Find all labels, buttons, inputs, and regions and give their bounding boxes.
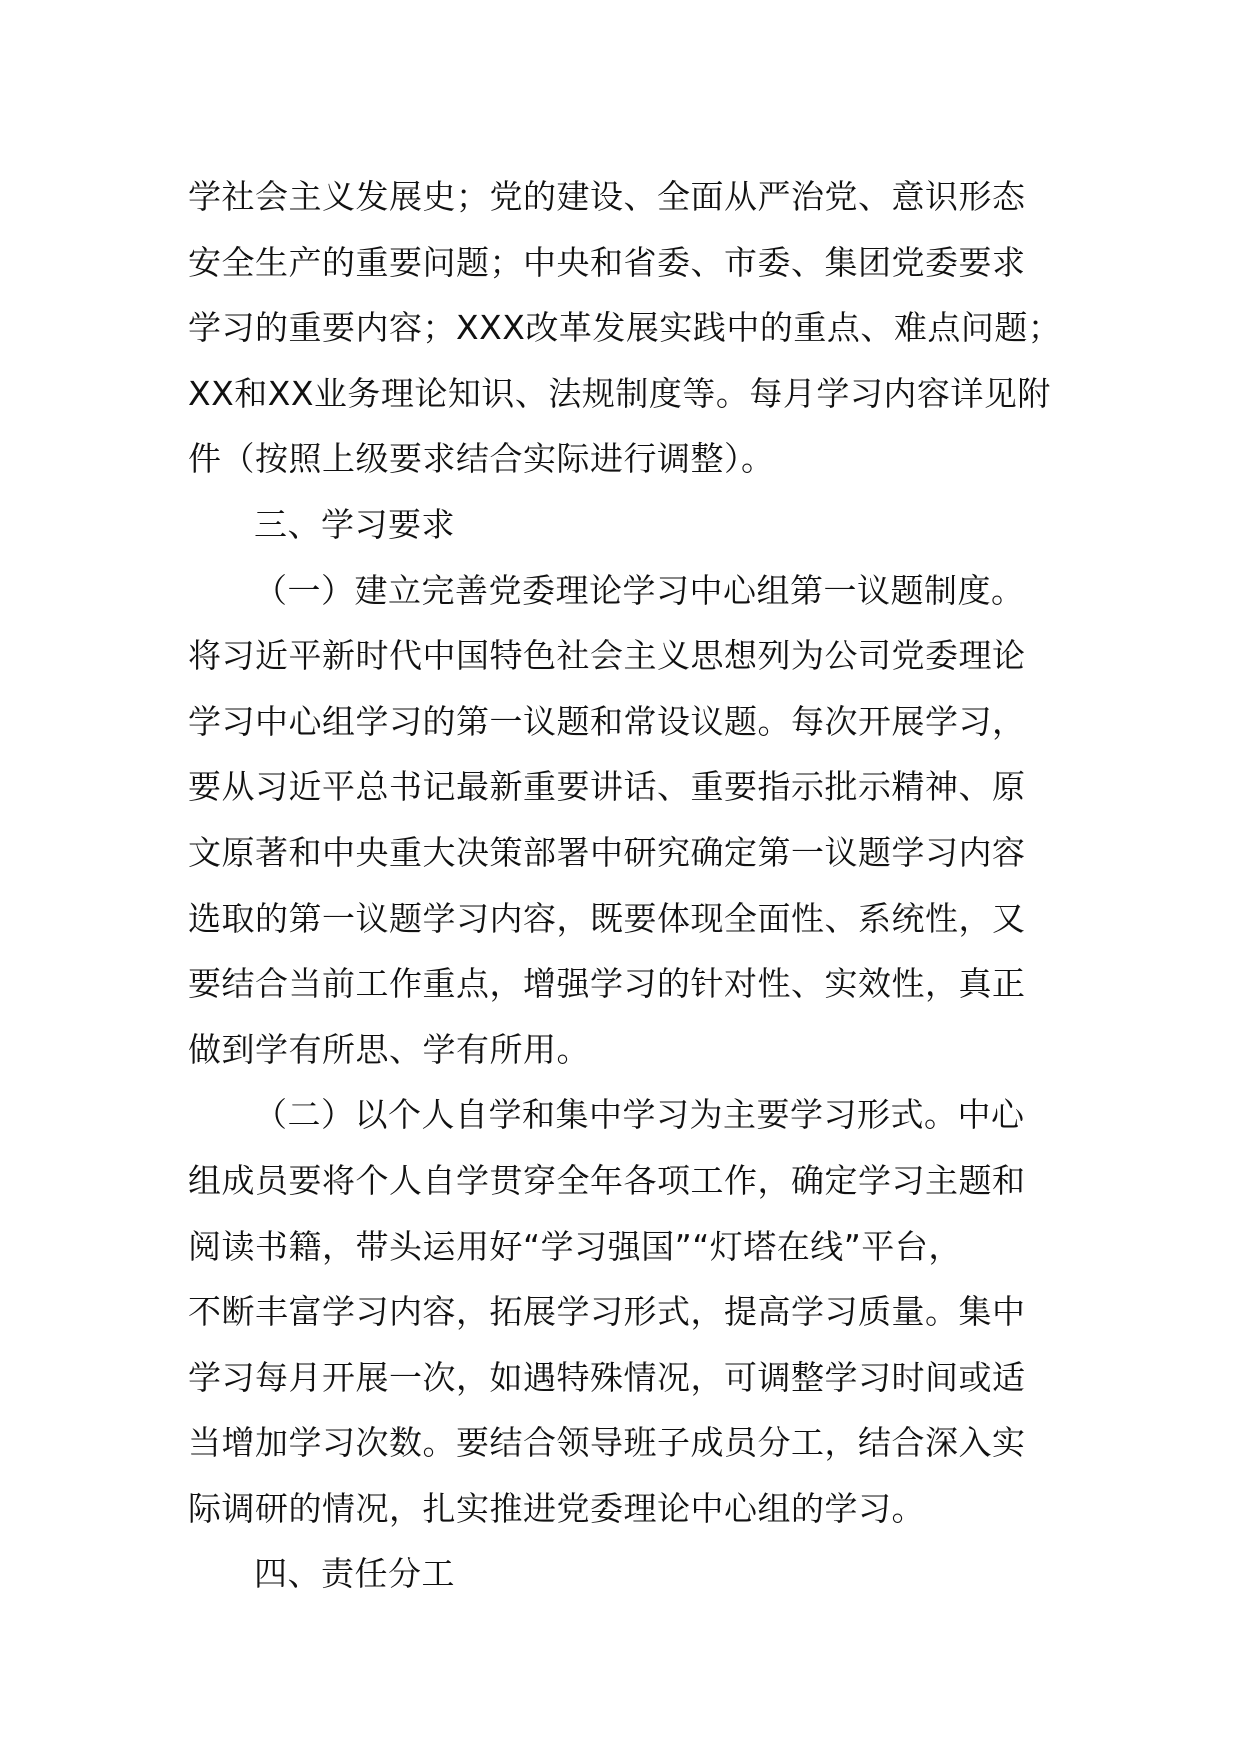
section-heading: 四、责任分工 — [254, 1554, 455, 1594]
text-line: 学社会主义发展史；党的建设、全面从严治党、意识形态 — [188, 177, 1026, 216]
subsection-heading: （一）建立完善党委理论学习中心组第一议题制度。 — [254, 570, 1025, 610]
text-line: 不断丰富学习内容，拓展学习形式，提高学习质量。集中 — [188, 1292, 1026, 1332]
text-line: 将习近平新时代中国特色社会主义思想列为公司党委理论 — [188, 636, 1026, 676]
text-line: 文原著和中央重大决策部署中研究确定第一议题学习内容 — [188, 832, 1026, 872]
text-line: 要从习近平总书记最新重要讲话、重要指示批示精神、原 — [188, 767, 1026, 807]
text-line: 当增加学习次数。要结合领导班子成员分工，结合深入实 — [188, 1423, 1026, 1463]
text-line: 学习中心组学习的第一议题和常设议题。每次开展学习， — [188, 701, 1026, 741]
text-line: 要结合当前工作重点，增强学习的针对性、实效性，真正 — [188, 964, 1026, 1004]
section-heading: 三、学习要求 — [254, 504, 455, 544]
text-line: 学习的重要内容；XXX改革发展实践中的重点、难点问题； — [188, 308, 1062, 348]
text-line: 际调研的情况，扎实推进党委理论中心组的学习。 — [188, 1488, 925, 1528]
text-line: 选取的第一议题学习内容，既要体现全面性、系统性，又 — [188, 898, 1026, 938]
text-line: 安全生产的重要问题；中央和省委、市委、集团党委要求 — [188, 242, 1026, 282]
document-body — [188, 164, 1062, 1607]
text-line: 件（按照上级要求结合实际进行调整）。 — [188, 439, 775, 479]
text-line: 学习每月开展一次，如遇特殊情况，可调整学习时间或适 — [188, 1357, 1026, 1397]
subsection-heading: （二）以个人自学和集中学习为主要学习形式。中心 — [254, 1095, 1025, 1135]
text-line: 阅读书籍，带头运用好“学习强国”“灯塔在线”平台， — [188, 1226, 962, 1266]
text-line: 做到学有所思、学有所用。 — [188, 1029, 590, 1069]
text-line: XX和XX业务理论知识、法规制度等。每月学习内容详见附 — [188, 373, 1051, 413]
text-line: 组成员要将个人自学贯穿全年各项工作，确定学习主题和 — [188, 1160, 1026, 1200]
